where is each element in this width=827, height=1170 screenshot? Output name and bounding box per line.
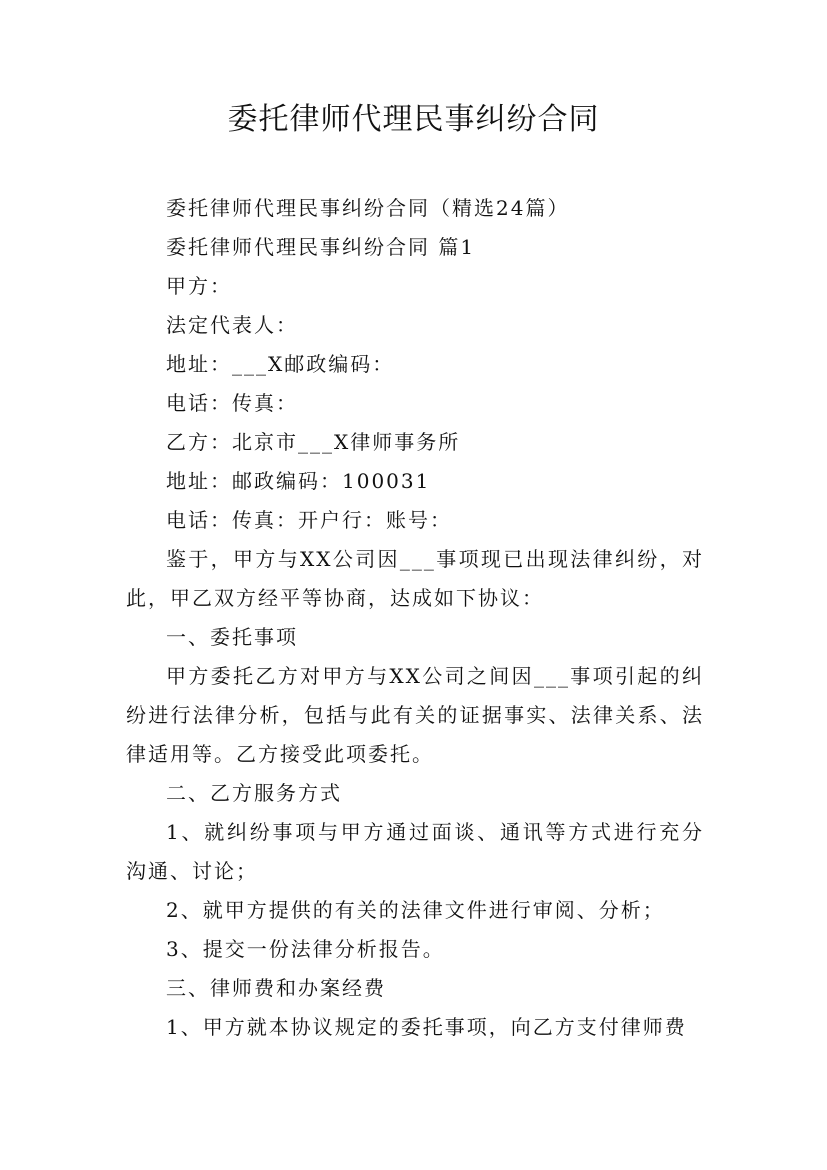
paragraph-address-postcode-b: 地址：邮政编码：100031 — [166, 469, 431, 493]
paragraph-party-a: 甲方： — [166, 274, 232, 298]
list-item-service-2: 2、就甲方提供的有关的法律文件进行审阅、分析； — [166, 898, 665, 922]
paragraph-part-heading: 委托律师代理民事纠纷合同 篇1 — [166, 235, 476, 259]
section-heading-service-method: 二、乙方服务方式 — [166, 781, 342, 805]
document-body — [126, 189, 704, 1047]
section-heading-entrusted-matters: 一、委托事项 — [166, 625, 298, 649]
paragraph-address-postcode-a: 地址：___X邮政编码： — [166, 352, 395, 376]
list-item-service-3: 3、提交一份法律分析报告。 — [166, 937, 445, 961]
paragraph-phone-fax-a: 电话：传真： — [166, 391, 298, 415]
paragraph-whereas: 鉴于，甲方与XX公司因___事项现已出现法律纠纷，对此，甲乙双方经平等协商，达成如下协议： — [126, 547, 704, 610]
list-item-fees-1: 1、甲方就本协议规定的委托事项，向乙方支付律师费 — [166, 1015, 687, 1039]
section-heading-fees-expenses: 三、律师费和办案经费 — [166, 976, 386, 1000]
document-title: 委托律师代理民事纠纷合同 — [227, 102, 600, 137]
paragraph-entrusted-matters: 甲方委托乙方对甲方与XX公司之间因___事项引起的纠纷进行法律分析，包括与此有关的证据事实、法律关系、法律适用等。乙方接受此项委托。 — [126, 664, 704, 766]
list-item-service-1: 1、就纠纷事项与甲方通过面谈、通讯等方式进行充分沟通、讨论； — [126, 820, 704, 883]
paragraph-legal-representative: 法定代表人： — [166, 313, 298, 337]
paragraph-subtitle: 委托律师代理民事纠纷合同（精选24篇） — [166, 196, 570, 220]
paragraph-party-b: 乙方：北京市___X律师事务所 — [166, 430, 461, 454]
paragraph-phone-fax-bank: 电话：传真：开户行：账号： — [166, 508, 452, 532]
